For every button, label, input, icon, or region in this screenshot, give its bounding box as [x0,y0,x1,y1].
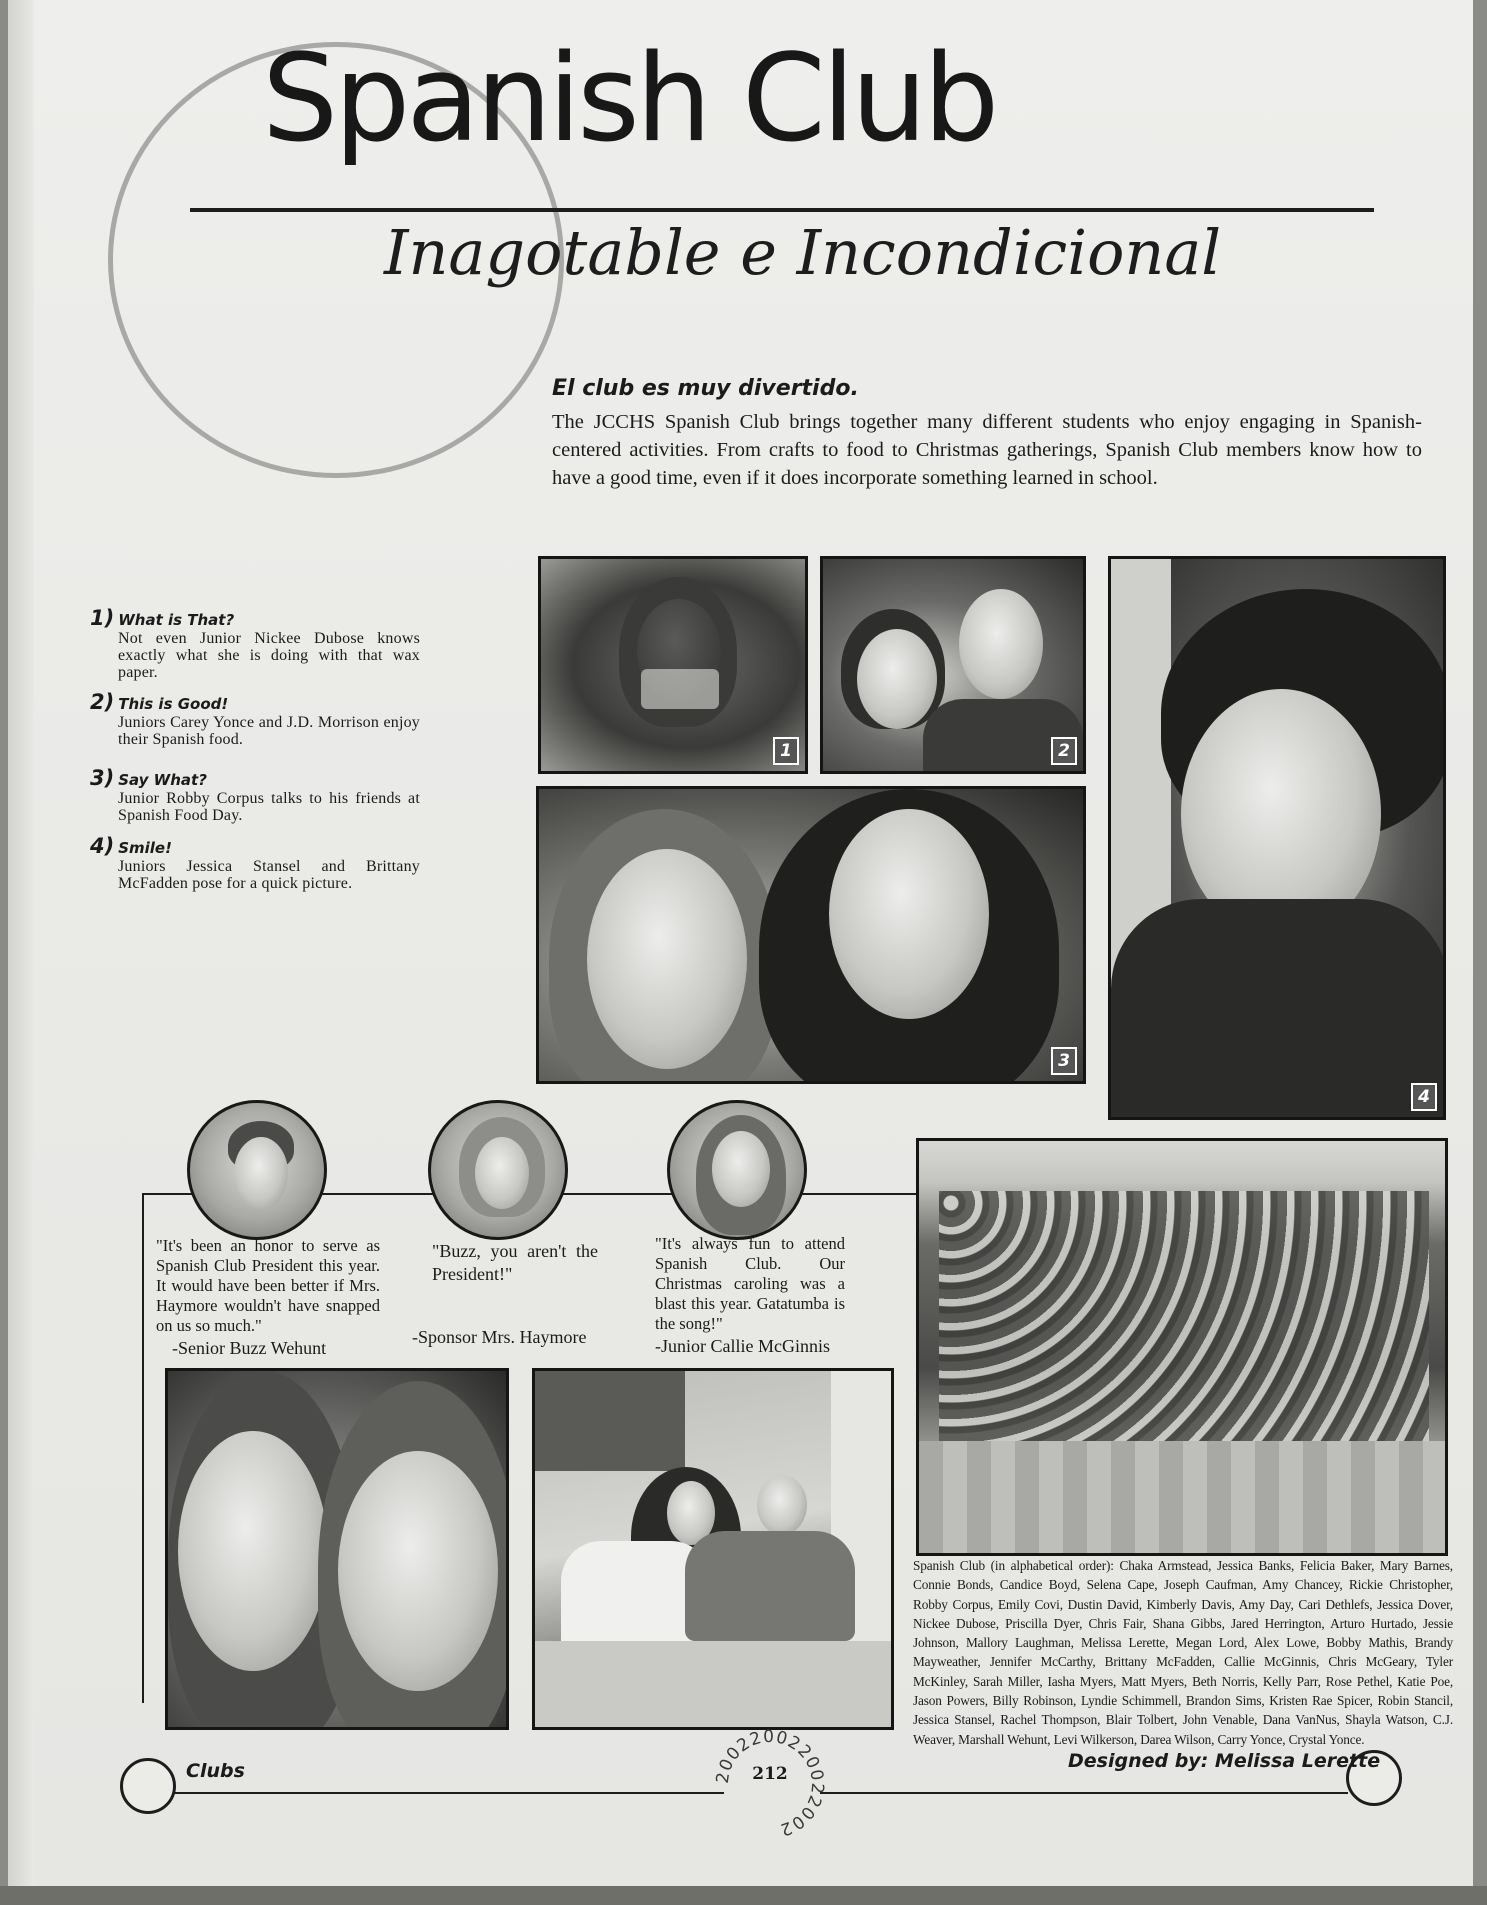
photo-number-badge: 1 [773,737,799,765]
photo-face [857,629,937,729]
portrait-face [475,1137,529,1209]
caption-number: 4) [90,834,115,858]
group-photo-caption: Spanish Club (in alphabetical order): Chaka Armstead, Jessica Banks, Felicia Baker, Mary Barnes, Connie Bonds, Candice Boyd, Selena Cape, Joseph Caufman, Amy Chancey, Rickie Christopher, Robby Corpus, Emily Covi, Dustin David, Kimberly Davis, Amy Day, Cari Dethlefs, Jessica Dover, Nickee Dubose, Priscilla Dyer, Chris Fair, Shana Gibbs, Jared Herrington, Arturo Hurtado, Jessie Johnson, Mallory Laughman, Melissa Lerette, Megan Lord, Alex Lowe, Bobby Mathis, Brandy Mayweather, Jennifer McCarthy, Brittany McFadden, Callie McGinnis, Chris McGeary, Tyler McKinley, Sarah Miller, Iasha Myers, Matt Myers, Beth Norris, Kelly Parr, Rose Pethel, Katie Poe, Jason Powers, Billy Robinson, Lyndie Schimmell, Brandon Sims, Kristen Rae Spicer, Robin Stancil, Jessica Stansel, Rachel Thompson, Blair Tolbert, John Venable, Dana VanNus, Shayla Watson, C.J. Weaver, Marshall Wehunt, Levi Wilkerson, Darea Wilson, Carry Yonce, Crystal Yonce. [913,1558,1453,1747]
portrait-face [234,1137,288,1209]
quote-text: "It's always fun to attend Spanish Club. Our Christmas caroling was a blast this year. Gatatumba is the song!" [655,1234,845,1333]
photo-face [587,849,747,1069]
footer-rule-left [152,1792,724,1794]
wall-poster [535,1371,685,1471]
quote-text: "It's been an honor to serve as Spanish Club President this year. It would have been better if Mrs. Haymore wouldn't have snapped on us so much." [156,1236,380,1335]
caption-title: This is Good! [118,695,229,713]
footer-circle-left [120,1758,176,1814]
photo-2 [820,556,1086,774]
quote-attribution: -Senior Buzz Wehunt [172,1338,327,1358]
photo-number-badge: 2 [1051,737,1077,765]
quote-sponsor [412,1240,618,1349]
caption-number: 1) [90,606,115,630]
craft-table [535,1641,894,1730]
photo-1 [538,556,808,774]
caption-4 [90,834,420,892]
quote-junior [655,1234,845,1356]
photo-face [959,589,1043,699]
gym-floor [919,1441,1448,1556]
caption-title: What is That? [118,611,235,629]
portrait-buzz-wehunt [187,1100,327,1240]
caption-text: Juniors Jessica Stansel and Brittany McFadden pose for a quick picture. [118,858,420,892]
footer-section-label: Clubs [186,1760,245,1782]
photo-number-badge: 3 [1051,1047,1077,1075]
quote-text: "Buzz, you aren't the President!" [432,1241,598,1284]
page-binding-edge [8,0,34,1893]
intro-heading: El club es muy divertido. [552,376,859,401]
caption-text: Juniors Carey Yonce and J.D. Morrison enjoy their Spanish food. [118,714,420,748]
caption-title: Smile! [118,839,172,857]
year-ring [710,1724,830,1844]
photo-face [757,1475,807,1535]
year-ring-text: 2002200220022002 [712,1726,828,1840]
photo-shirt [1111,899,1446,1120]
photo-two-girls [165,1368,509,1730]
photo-4 [1108,556,1446,1120]
caption-text: Junior Robby Corpus talks to his friends at Spanish Food Day. [118,790,420,824]
group-members [939,1191,1429,1441]
page-subtitle: Inagotable e Incondicional [384,216,1222,289]
caption-number: 2) [90,690,115,714]
photo-crafts-table [532,1368,894,1730]
caption-text: Not even Junior Nickee Dubose knows exactly what she is doing with that wax paper. [118,630,420,681]
footer-designer-credit: Designed by: Melissa Lerette [1068,1750,1381,1772]
caption-number: 3) [90,766,115,790]
intro-paragraph: The JCCHS Spanish Club brings together many different students who enjoy engaging in Spanish-centered activities. From crafts to food to Christmas gatherings, Spanish Club members know how to have a good time, even if it does incorporate something learned in school. [552,411,1422,489]
quote-attribution: -Sponsor Mrs. Haymore [412,1327,587,1347]
caption-title: Say What? [118,771,207,789]
photo-face [178,1431,328,1671]
quote-president [156,1236,380,1358]
photo-face [829,809,989,1019]
portrait-face [712,1131,770,1207]
portrait-callie-mcginnis [667,1100,807,1240]
caption-1 [90,606,420,681]
photo-face [338,1451,498,1691]
quote-bracket-side [142,1193,144,1703]
page-title: Spanish Club [262,30,996,169]
quote-attribution: -Junior Callie McGinnis [655,1336,830,1356]
portrait-mrs-haymore [428,1100,568,1240]
caption-2 [90,690,420,748]
photo-shirt [685,1531,855,1641]
photo-3 [536,786,1086,1084]
title-rule [190,208,1374,212]
photo-number-badge: 4 [1411,1083,1437,1111]
caption-3 [90,766,420,824]
wax-paper [641,669,719,709]
footer-rule-right [820,1792,1348,1794]
page-bottom-edge [0,1886,1487,1905]
photo-group [916,1138,1448,1556]
page-number: 212 [752,1764,788,1784]
